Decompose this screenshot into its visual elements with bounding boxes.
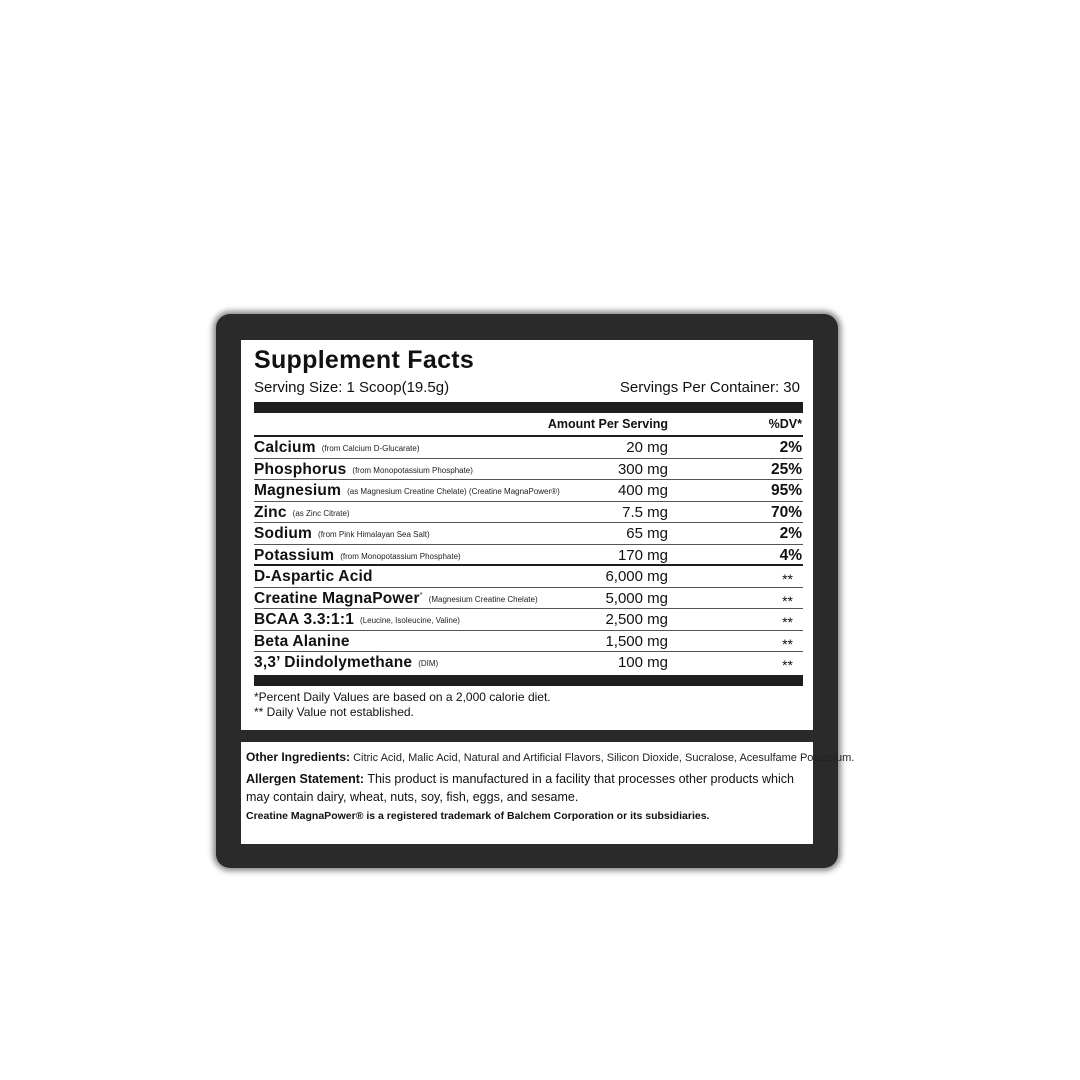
nutrient-name: Phosphorus (from Monopotassium Phosphate) (254, 460, 473, 478)
nutrient-name: Zinc (as Zinc Citrate) (254, 503, 350, 521)
table-row (254, 545, 803, 567)
table-row (254, 459, 803, 481)
nutrient-amount: 300 mg (617, 460, 668, 478)
amount-header: Amount Per Serving (547, 417, 668, 431)
serving-size: Serving Size: 1 Scoop(19.5g) (254, 379, 450, 396)
nutrient-source: (from Monopotassium Phosphate) (352, 465, 473, 475)
nutrient-amount: 170 mg (617, 546, 668, 564)
table-row (254, 566, 803, 588)
other-ingredients (246, 750, 854, 764)
allergen-text: This product is manufactured in a facility that processes other products which may contain dairy, wheat, nuts, soy, fish, eggs, and sesame. (246, 772, 794, 804)
ingredient-name: D-Aspartic Acid (254, 568, 373, 585)
allergen-statement (246, 770, 812, 806)
top-divider-bar (254, 402, 803, 413)
nutrient-dv: 95% (770, 482, 802, 499)
ingredient-amount: 2,500 mg (605, 611, 668, 628)
nutrient-name: Potassium (from Monopotassium Phosphate) (254, 546, 461, 564)
ingredient-dv: ** (782, 657, 793, 673)
trademark-mark: * (419, 591, 423, 599)
nutrient-dv: 70% (770, 503, 802, 521)
nutrient-name: Sodium (from Pink Himalayan Sea Salt) (254, 525, 430, 542)
table-row (254, 631, 803, 653)
nutrient-source: (as Magnesium Creatine Chelate) (Creatine MagnaPower®) (347, 487, 560, 496)
other-ingredients-label: Other Ingredients: (246, 750, 351, 764)
ingredient-amount: 1,500 mg (605, 632, 668, 650)
nutrient-name: Calcium (from Calcium D-Glucarate) (254, 439, 420, 456)
trademark-notice: Creatine MagnaPower® is a registered trademark of Balchem Corporation or its subsidiaries. (246, 810, 710, 822)
nutrient-source: (from Pink Himalayan Sea Salt) (318, 530, 430, 539)
percent-dv-footnote: *Percent Daily Values are based on a 2,000 calorie diet. (254, 690, 551, 704)
nutrient-table (254, 437, 803, 674)
table-row (254, 588, 803, 610)
nutrient-dv: 4% (779, 546, 802, 564)
nutrient-amount: 20 mg (626, 439, 668, 456)
table-row (254, 609, 803, 631)
ingredient-name: BCAA 3.3:1:1 (Leucine, Isoleucine, Valine) (254, 611, 460, 628)
dv-not-established-footnote: ** Daily Value not established. (254, 705, 414, 719)
nutrient-dv: 2% (779, 525, 802, 542)
ingredients-panel (241, 742, 855, 844)
nutrient-amount: 7.5 mg (622, 503, 668, 521)
ingredient-name: Beta Alanine (254, 632, 350, 650)
nutrient-amount: 65 mg (626, 525, 668, 542)
nutrient-dv: 2% (779, 439, 802, 456)
ingredient-dv: ** (782, 571, 793, 587)
nutrient-source: (from Monopotassium Phosphate) (340, 551, 461, 561)
other-ingredients-text: Citric Acid, Malic Acid, Natural and Artificial Flavors, Silicon Dioxide, Sucralose, Acesulfame Potassium. (350, 752, 855, 764)
ingredient-source: (Magnesium Creatine Chelate) (428, 594, 538, 604)
nutrient-dv: 25% (770, 460, 802, 478)
ingredient-amount: 6,000 mg (605, 568, 668, 585)
ingredient-name: Creatine MagnaPower* (Magnesium Creatine Chelate) (254, 589, 538, 607)
ingredient-dv: ** (782, 614, 793, 630)
table-row (254, 502, 803, 524)
dv-header: %DV* (768, 417, 802, 431)
table-row (254, 437, 803, 459)
column-header (254, 417, 803, 435)
ingredient-dv: ** (782, 635, 793, 652)
facts-title: Supplement Facts (254, 346, 475, 374)
supplement-facts-panel (241, 340, 813, 730)
ingredient-source: (Leucine, Isoleucine, Valine) (360, 616, 460, 625)
table-row (254, 652, 803, 674)
nutrient-name: Magnesium (as Magnesium Creatine Chelate) (Creatine MagnaPower®) (254, 482, 560, 499)
ingredient-source: (DIM) (418, 659, 439, 668)
ingredient-dv: ** (782, 592, 793, 609)
allergen-label: Allergen Statement: (246, 772, 365, 786)
nutrient-source: (from Calcium D-Glucarate) (321, 444, 420, 453)
servings-per-container: Servings Per Container: 30 (619, 379, 800, 396)
table-row (254, 523, 803, 545)
bottom-divider-bar (254, 675, 803, 686)
ingredient-amount: 5,000 mg (605, 589, 668, 607)
ingredient-amount: 100 mg (617, 654, 668, 671)
nutrient-source: (as Zinc Citrate) (292, 508, 350, 518)
ingredient-name: 3,3’ Diindolymethane (DIM) (254, 654, 439, 671)
table-row (254, 480, 803, 502)
nutrient-amount: 400 mg (617, 482, 668, 499)
